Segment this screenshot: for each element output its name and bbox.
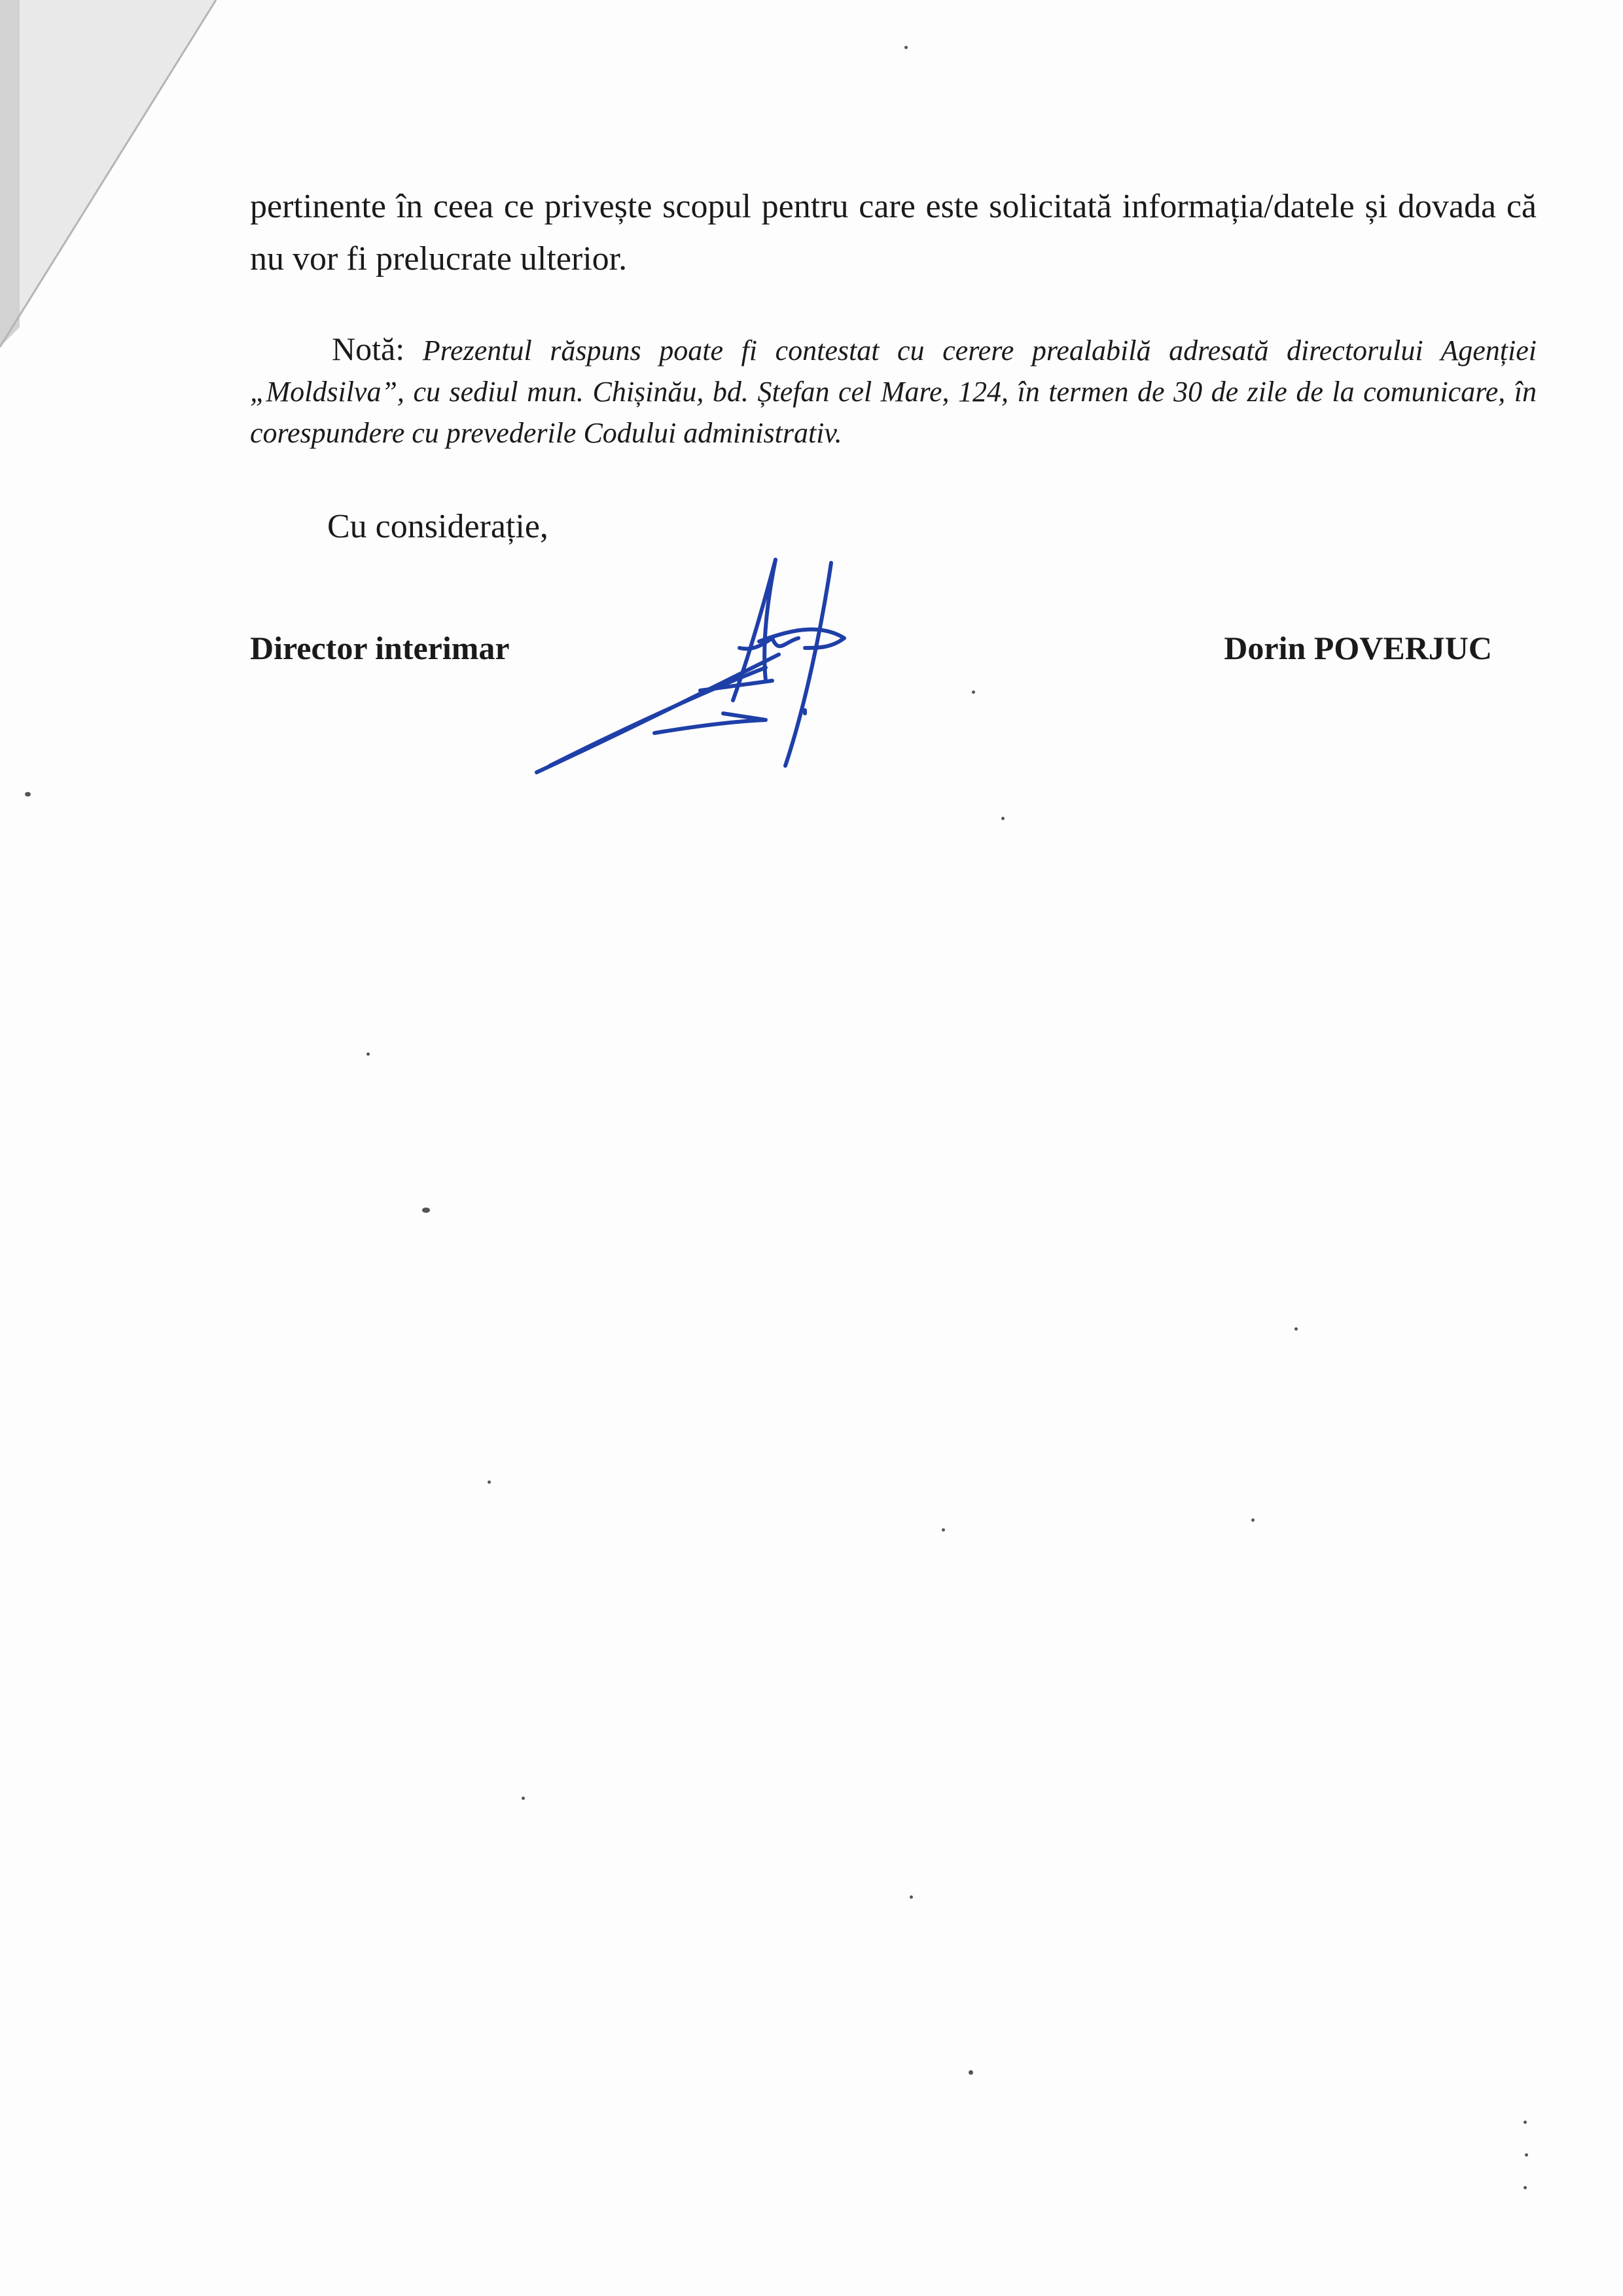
scan-speck <box>1524 2186 1527 2189</box>
scan-speck <box>25 792 31 797</box>
note-label: Notă: <box>332 331 405 367</box>
paragraph-continued: pertinente în ceea ce privește scopul pentru care este solicitată informația/datele și dovada că nu vor fi prelucrate ulterior. <box>250 188 1537 278</box>
scan-speck <box>422 1208 430 1213</box>
signatory-name: Dorin POVERJUC <box>1224 630 1492 666</box>
scan-speck <box>366 1052 370 1056</box>
scan-speck <box>1001 817 1005 820</box>
scan-speck <box>910 1895 913 1899</box>
scan-speck <box>1251 1518 1255 1522</box>
scan-speck <box>1525 2153 1528 2157</box>
closing-salutation: Cu considerație, <box>327 508 548 545</box>
scan-speck <box>972 691 975 694</box>
scan-speck <box>969 2070 973 2075</box>
scan-speck <box>942 1528 945 1532</box>
handwritten-signature <box>524 550 982 785</box>
scan-speck <box>1524 2121 1527 2124</box>
scan-speck <box>488 1480 491 1484</box>
scan-speck <box>904 46 908 49</box>
folded-corner <box>0 0 223 353</box>
scan-speck <box>1294 1327 1298 1331</box>
note <box>250 329 1537 454</box>
signatory-role: Director interimar <box>250 630 510 666</box>
note-text: Prezentul răspuns poate fi contestat cu cerere prealabilă adresată directorului Agenției „Moldsilva”, cu sediul mun. Chișinău, bd. Ștefan cel Mare, 124, în termen de 30 de zile de la comunicare, în corespundere cu prevederile Codului administrativ. <box>250 334 1537 449</box>
scan-speck <box>522 1797 525 1800</box>
